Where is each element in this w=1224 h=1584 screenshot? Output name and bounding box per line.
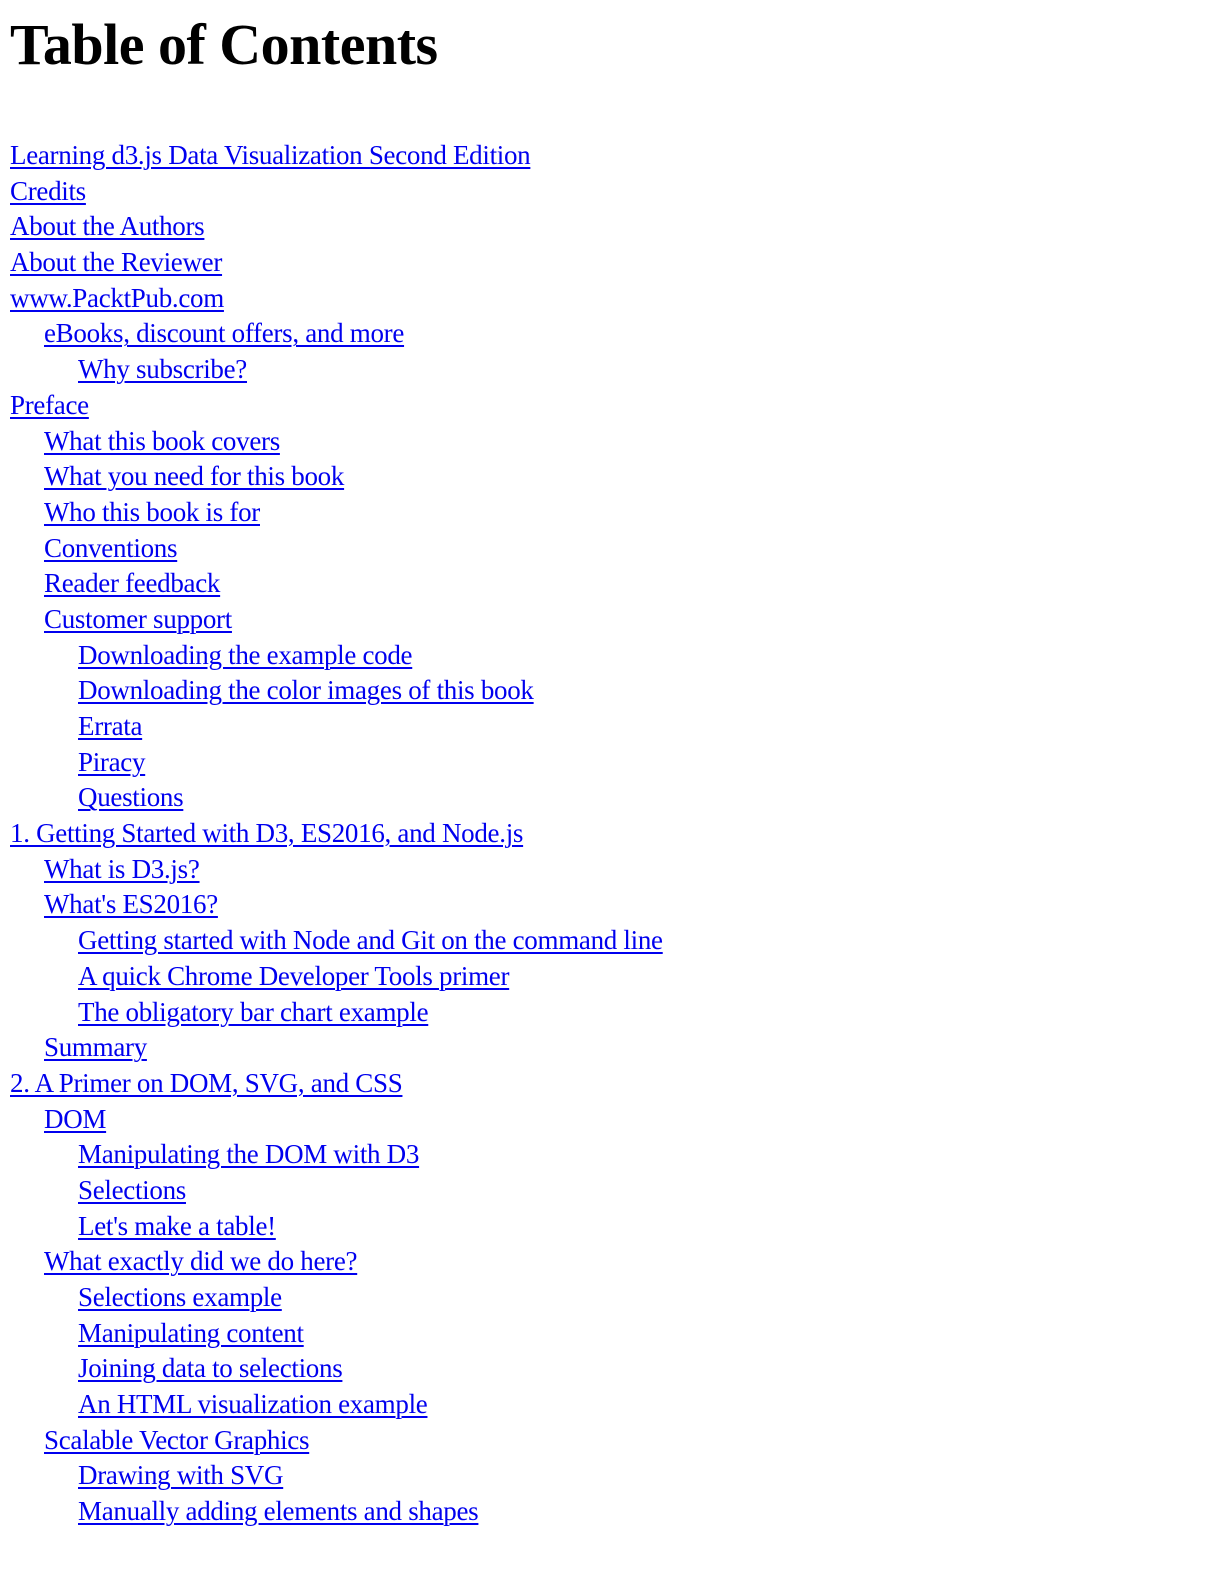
toc-link[interactable]: What exactly did we do here?	[44, 1246, 358, 1277]
toc-entry	[10, 1423, 1210, 1459]
toc-entry	[10, 352, 1210, 388]
toc-entry	[10, 1030, 1210, 1066]
toc-entry	[10, 995, 1210, 1031]
toc-link[interactable]: Let's make a table!	[78, 1210, 276, 1241]
toc-entry	[10, 1316, 1210, 1352]
toc-link[interactable]: Piracy	[78, 746, 146, 777]
toc-entry	[10, 673, 1210, 709]
toc-entry	[10, 138, 1210, 174]
toc-link[interactable]: DOM	[44, 1103, 107, 1134]
toc-link[interactable]: Questions	[78, 782, 184, 813]
toc-entry	[10, 1209, 1210, 1245]
toc-entry	[10, 780, 1210, 816]
toc-entry	[10, 1280, 1210, 1316]
toc-link[interactable]: 1. Getting Started with D3, ES2016, and Node.js	[10, 818, 524, 849]
toc-link[interactable]: An HTML visualization example	[78, 1389, 428, 1420]
toc-link[interactable]: The obligatory bar chart example	[78, 996, 429, 1027]
toc-link[interactable]: Drawing with SVG	[78, 1460, 284, 1491]
toc-link[interactable]: Downloading the example code	[78, 639, 413, 670]
toc-entry	[10, 1173, 1210, 1209]
toc-link[interactable]: Scalable Vector Graphics	[44, 1424, 310, 1455]
toc-entry	[10, 1458, 1210, 1494]
toc-entry	[10, 887, 1210, 923]
toc-entry	[10, 709, 1210, 745]
toc-link[interactable]: About the Authors	[10, 211, 205, 242]
toc-entry	[10, 459, 1210, 495]
toc-list	[10, 138, 1210, 1530]
toc-link[interactable]: Getting started with Node and Git on the command line	[78, 925, 663, 956]
toc-entry	[10, 424, 1210, 460]
toc-link[interactable]: Customer support	[44, 603, 232, 634]
toc-link[interactable]: Selections example	[78, 1282, 282, 1312]
toc-entry	[10, 245, 1210, 281]
toc-link[interactable]: 2. A Primer on DOM, SVG, and CSS	[10, 1067, 403, 1098]
toc-entry	[10, 745, 1210, 781]
toc-entry	[10, 495, 1210, 531]
toc-link[interactable]: About the Reviewer	[10, 247, 223, 278]
toc-link[interactable]: What this book covers	[44, 425, 280, 456]
toc-entry	[10, 852, 1210, 888]
toc-link[interactable]: Summary	[44, 1032, 147, 1063]
toc-link[interactable]: Manipulating content	[78, 1317, 304, 1348]
toc-entry	[10, 281, 1210, 317]
toc-entry	[10, 1244, 1210, 1280]
toc-link[interactable]: What's ES2016?	[44, 889, 218, 920]
toc-entry	[10, 1494, 1210, 1530]
toc-link[interactable]: Preface	[10, 389, 89, 420]
toc-link[interactable]: Reader feedback	[44, 568, 221, 599]
toc-entry	[10, 388, 1210, 424]
toc-link[interactable]: Joining data to selections	[78, 1353, 343, 1384]
toc-entry	[10, 1387, 1210, 1423]
toc-link[interactable]: Selections	[78, 1174, 186, 1205]
toc-entry	[10, 959, 1210, 995]
toc-link[interactable]: Learning d3.js Data Visualization Second Edition	[10, 140, 531, 170]
toc-link[interactable]: Why subscribe?	[78, 354, 247, 385]
toc-entry	[10, 174, 1210, 210]
page-title: Table of Contents	[10, 12, 438, 77]
toc-link[interactable]: What is D3.js?	[44, 853, 200, 884]
toc-entry	[10, 209, 1210, 245]
toc-link[interactable]: Conventions	[44, 532, 178, 563]
toc-entry	[10, 638, 1210, 674]
toc-entry	[10, 566, 1210, 602]
toc-entry	[10, 816, 1210, 852]
toc-link[interactable]: Who this book is for	[44, 496, 260, 527]
toc-entry	[10, 923, 1210, 959]
toc-entry	[10, 316, 1210, 352]
toc-entry	[10, 1351, 1210, 1387]
toc-link[interactable]: Credits	[10, 175, 86, 206]
toc-link[interactable]: Downloading the color images of this book	[78, 675, 534, 706]
toc-link[interactable]: What you need for this book	[44, 461, 345, 492]
toc-entry	[10, 1102, 1210, 1138]
toc-link[interactable]: www.PacktPub.com	[10, 282, 224, 313]
toc-link[interactable]: Manipulating the DOM with D3	[78, 1139, 420, 1170]
toc-link[interactable]: Manually adding elements and shapes	[78, 1496, 479, 1527]
toc-entry	[10, 1137, 1210, 1173]
toc-entry	[10, 531, 1210, 567]
toc-entry	[10, 602, 1210, 638]
toc-link[interactable]: Errata	[78, 711, 143, 741]
toc-entry	[10, 1066, 1210, 1102]
toc-link[interactable]: A quick Chrome Developer Tools primer	[78, 960, 510, 991]
toc-link[interactable]: eBooks, discount offers, and more	[44, 318, 405, 349]
